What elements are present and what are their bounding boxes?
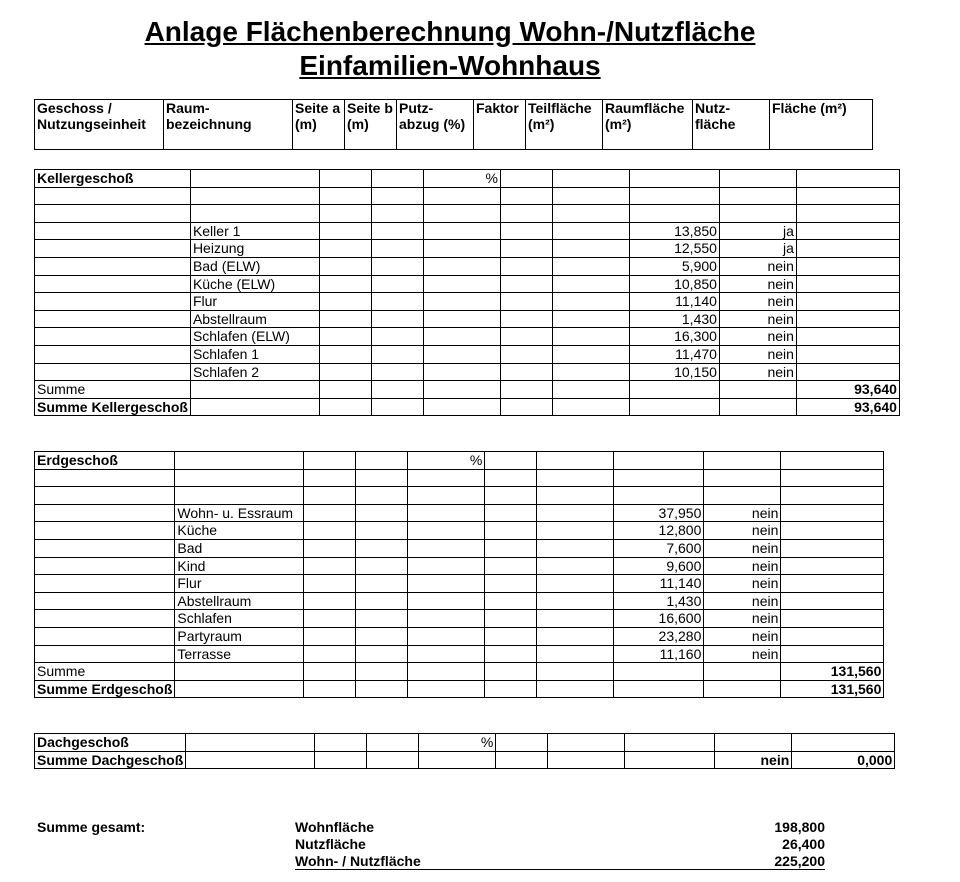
room-nutz: nein (719, 293, 796, 311)
room-nutz: nein (704, 557, 781, 575)
room-name: Bad (175, 539, 304, 557)
sum-value: 93,640 (796, 381, 899, 399)
room-name: Schlafen (175, 610, 304, 628)
section-header-row (35, 170, 900, 188)
column-header: Seite b (m) (345, 100, 397, 150)
section-sum-label: Summe Erdgeschoß (35, 680, 175, 698)
table-row (35, 592, 884, 610)
table-row (35, 627, 884, 645)
table-row (35, 539, 884, 557)
room-nutz: nein (719, 257, 796, 275)
sum-label: Summe (35, 663, 175, 681)
total-row-value: 225,200 (774, 853, 825, 869)
section-sum-label: Summe Dachgeschoß (35, 751, 186, 769)
room-nutz: nein (719, 345, 796, 363)
room-name: Schlafen 1 (190, 345, 319, 363)
room-area: 10,850 (629, 275, 719, 293)
percent-sign: % (423, 170, 500, 188)
room-nutz: nein (719, 363, 796, 381)
table-row (35, 363, 900, 381)
column-header: Fläche (m²) (770, 100, 873, 150)
room-name: Terrasse (175, 645, 304, 663)
section-name: Erdgeschoß (35, 452, 175, 470)
table-row (35, 610, 884, 628)
room-area: 9,600 (614, 557, 704, 575)
room-name: Flur (190, 293, 319, 311)
section-name: Kellergeschoß (35, 170, 191, 188)
sum-value: 131,560 (781, 663, 884, 681)
room-name: Heizung (190, 240, 319, 258)
room-area: 12,800 (614, 522, 704, 540)
room-nutz: nein (719, 310, 796, 328)
total-row-value: 26,400 (782, 836, 825, 852)
room-name: Flur (175, 575, 304, 593)
section-sum-value: 0,000 (792, 751, 895, 769)
room-name: Bad (ELW) (190, 257, 319, 275)
section-sum-nutz: nein (715, 751, 792, 769)
room-nutz: ja (719, 222, 796, 240)
section-sum-row (35, 751, 895, 769)
column-header: Nutz-fläche (693, 100, 770, 150)
section-sum-row (35, 398, 900, 416)
section-sum-row (35, 680, 884, 698)
percent-sign: % (408, 452, 485, 470)
column-header: Teilfläche (m²) (526, 100, 603, 150)
empty-row (35, 469, 884, 487)
percent-sign: % (419, 734, 496, 752)
total-row-label: Wohnfläche (295, 819, 375, 835)
section-header-row (35, 734, 895, 752)
room-area: 13,850 (629, 222, 719, 240)
section-header-row (35, 452, 884, 470)
room-area: 11,160 (614, 645, 704, 663)
room-area: 11,140 (614, 575, 704, 593)
table-row (35, 504, 884, 522)
room-name: Schlafen 2 (190, 363, 319, 381)
keller-table (34, 169, 900, 416)
table-row (35, 575, 884, 593)
room-name: Wohn- u. Essraum (175, 504, 304, 522)
table-row (35, 257, 900, 275)
room-area: 37,950 (614, 504, 704, 522)
total-underline (295, 869, 825, 870)
total-row-label: Nutzfläche (295, 836, 366, 852)
total-row-label: Wohn- / Nutzfläche (295, 853, 421, 869)
table-row (35, 240, 900, 258)
room-nutz: nein (719, 328, 796, 346)
section-sum-label: Summe Kellergeschoß (35, 398, 191, 416)
column-header: Geschoss / Nutzungseinheit (35, 100, 164, 150)
sum-label: Summe (35, 381, 191, 399)
room-area: 1,430 (629, 310, 719, 328)
table-row (35, 275, 900, 293)
total-row-value: 198,800 (774, 819, 825, 835)
room-name: Küche (175, 522, 304, 540)
total-row (295, 853, 825, 870)
room-nutz: nein (704, 522, 781, 540)
empty-row (35, 487, 884, 505)
sum-row (35, 663, 884, 681)
table-row (35, 557, 884, 575)
table-row (35, 328, 900, 346)
room-area: 10,150 (629, 363, 719, 381)
room-area: 16,600 (614, 610, 704, 628)
room-name: Abstellraum (190, 310, 319, 328)
room-name: Keller 1 (190, 222, 319, 240)
section-name: Dachgeschoß (35, 734, 186, 752)
room-area: 1,430 (614, 592, 704, 610)
room-nutz: nein (704, 575, 781, 593)
section-sum-value: 93,640 (796, 398, 899, 416)
room-name: Schlafen (ELW) (190, 328, 319, 346)
column-header: Seite a (m) (293, 100, 345, 150)
total-summary (0, 819, 960, 879)
room-area: 12,550 (629, 240, 719, 258)
total-row (295, 819, 825, 836)
room-name: Küche (ELW) (190, 275, 319, 293)
column-header: Raum-bezeichnung (164, 100, 293, 150)
table-row (35, 345, 900, 363)
dach-table (34, 733, 895, 769)
table-row (35, 310, 900, 328)
erd-table (34, 451, 884, 698)
room-area: 5,900 (629, 257, 719, 275)
header-table (34, 99, 873, 150)
total-label: Summe gesamt: (37, 819, 146, 835)
page-title: Anlage Flächenberechnung Wohn-/Nutzfläche (144, 16, 756, 47)
sum-row (35, 381, 900, 399)
total-row (295, 836, 825, 853)
column-header: Raumfläche (m²) (603, 100, 693, 150)
room-name: Abstellraum (175, 592, 304, 610)
room-nutz: ja (719, 240, 796, 258)
room-nutz: nein (704, 610, 781, 628)
page-subtitle: Einfamilien-Wohnhaus (299, 50, 601, 81)
table-row (35, 293, 900, 311)
room-area: 11,140 (629, 293, 719, 311)
room-area: 7,600 (614, 539, 704, 557)
room-nutz: nein (704, 627, 781, 645)
room-nutz: nein (719, 275, 796, 293)
room-name: Partyraum (175, 627, 304, 645)
column-header: Putz-abzug (%) (397, 100, 474, 150)
table-row (35, 222, 900, 240)
room-area: 23,280 (614, 627, 704, 645)
table-row (35, 522, 884, 540)
empty-row (35, 187, 900, 205)
header-row (35, 100, 873, 150)
room-nutz: nein (704, 504, 781, 522)
room-nutz: nein (704, 645, 781, 663)
column-header: Faktor (474, 100, 526, 150)
room-area: 11,470 (629, 345, 719, 363)
empty-row (35, 205, 900, 223)
room-nutz: nein (704, 539, 781, 557)
room-name: Kind (175, 557, 304, 575)
room-nutz: nein (704, 592, 781, 610)
section-sum-value: 131,560 (781, 680, 884, 698)
room-area: 16,300 (629, 328, 719, 346)
table-row (35, 645, 884, 663)
